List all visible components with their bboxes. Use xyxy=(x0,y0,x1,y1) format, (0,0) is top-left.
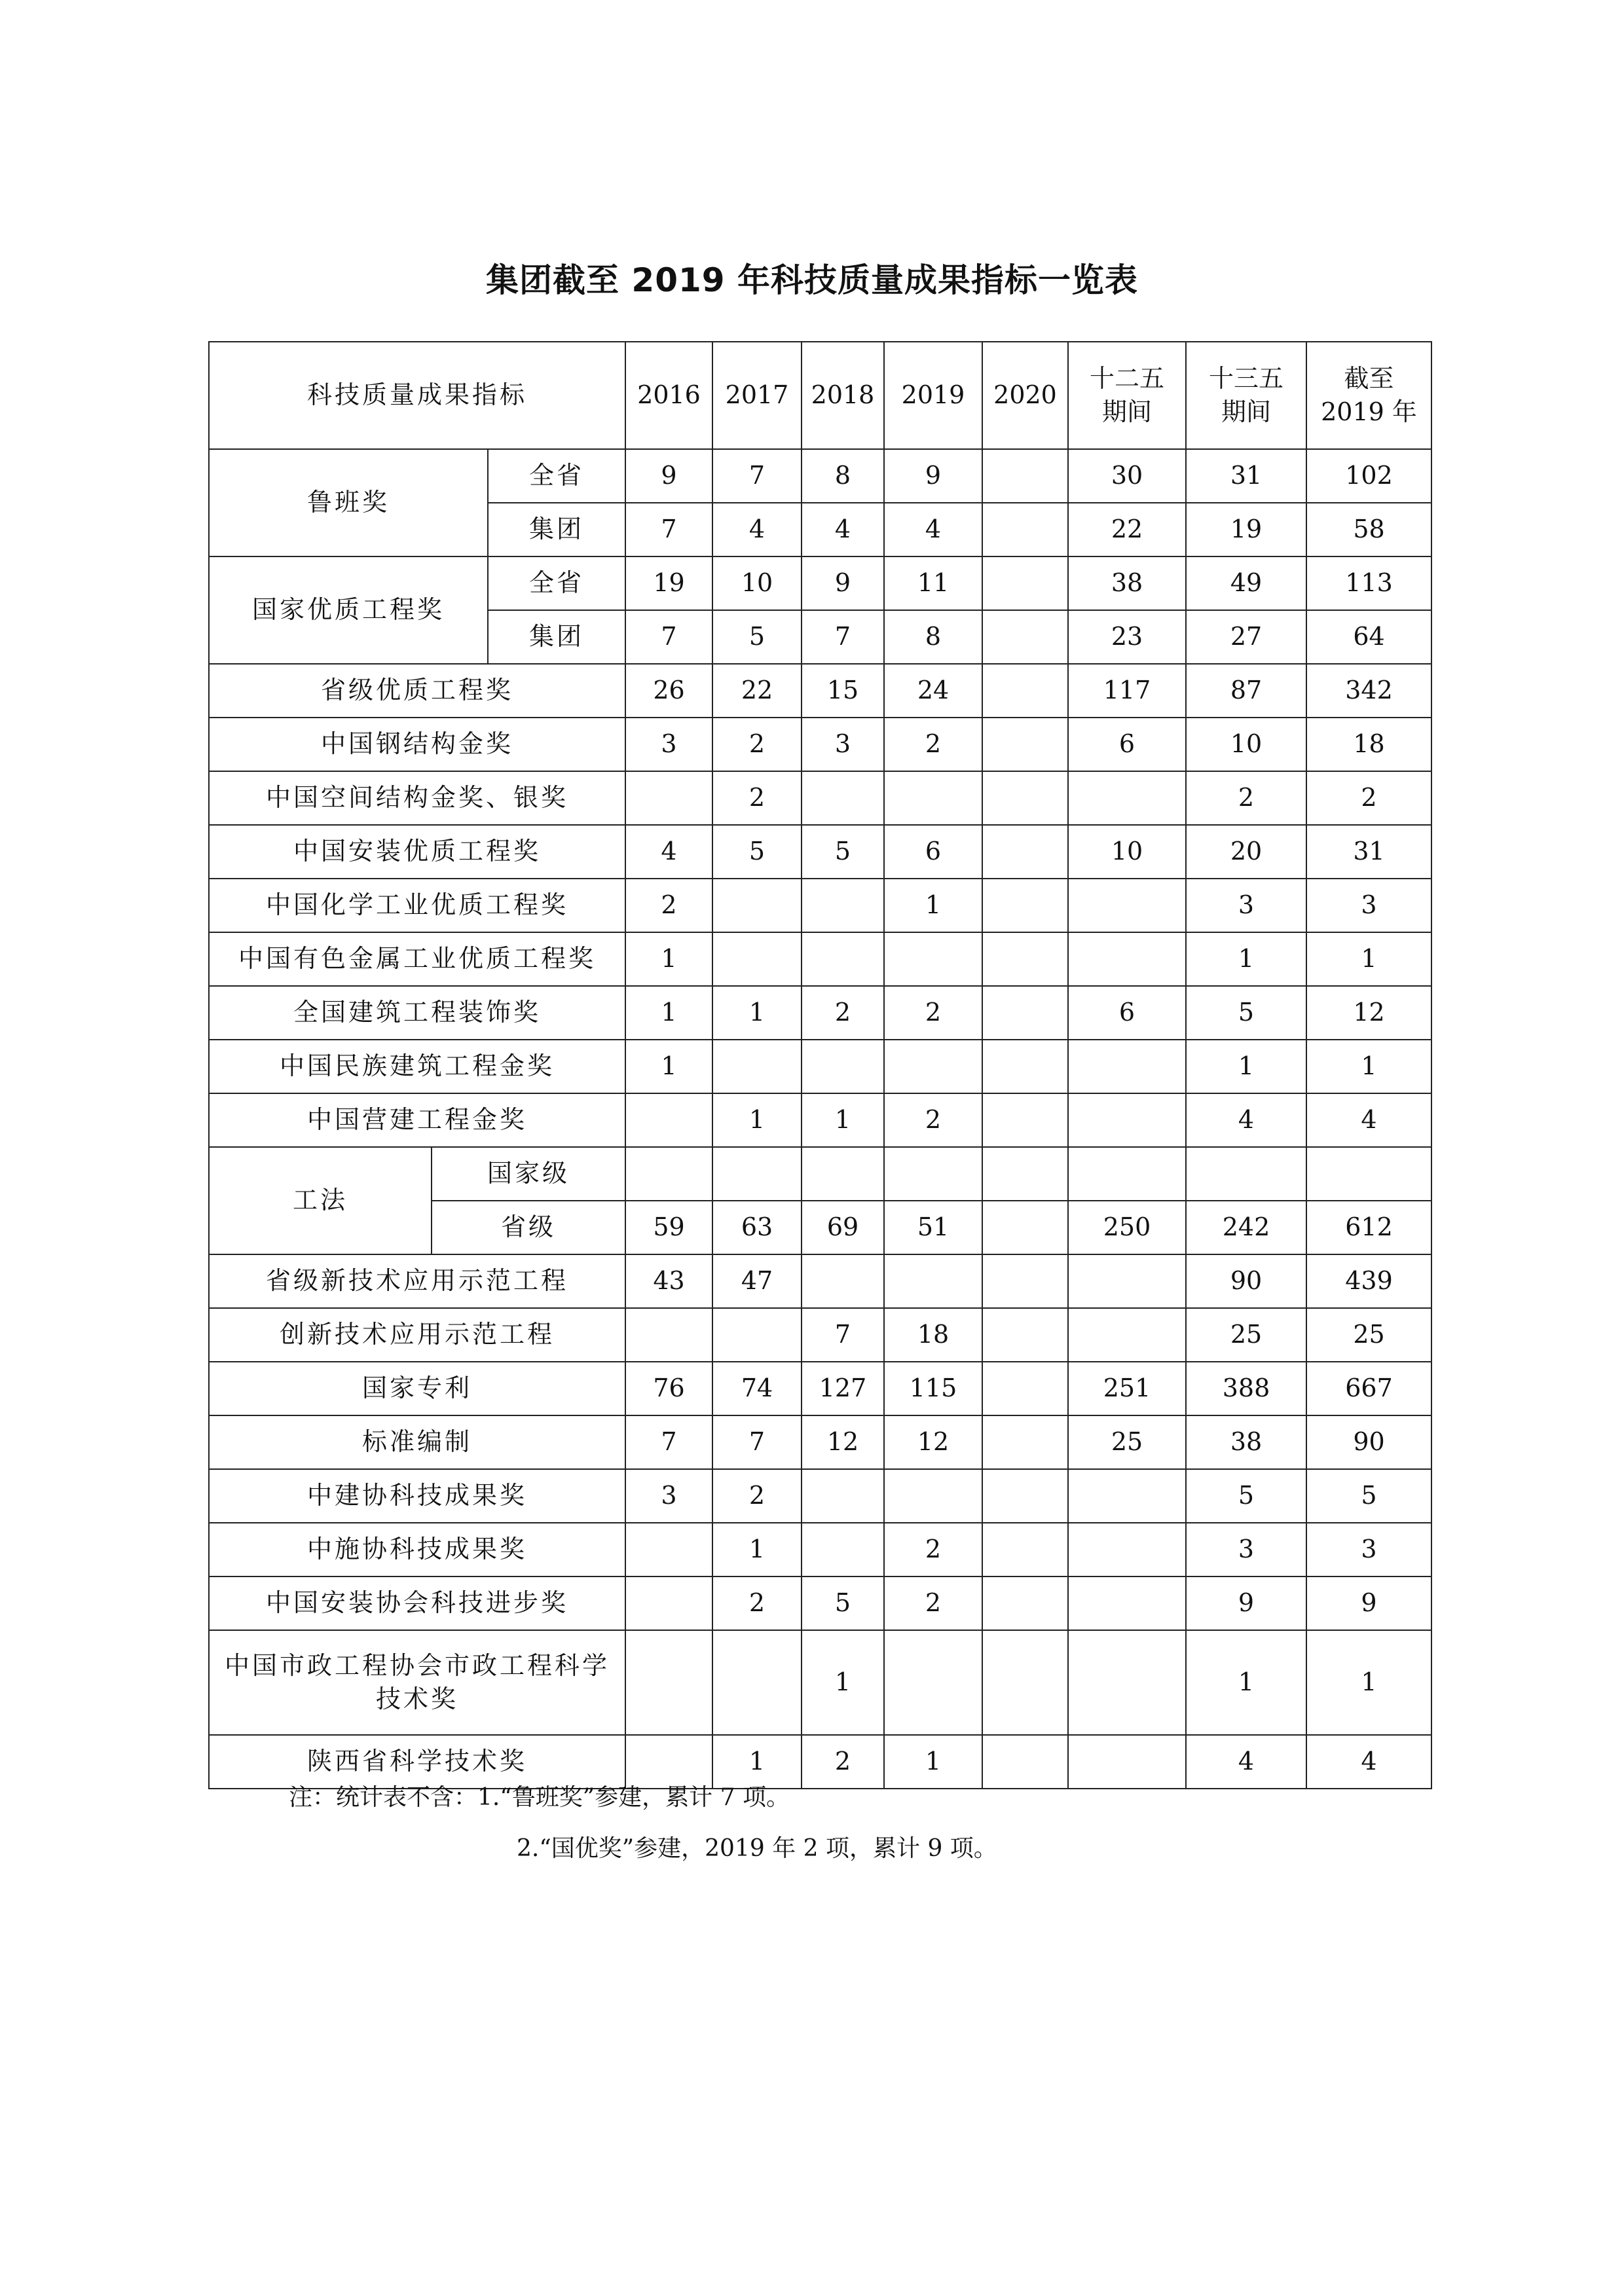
cell-2020 xyxy=(982,1308,1068,1362)
cell-cumulative: 4 xyxy=(1306,1093,1431,1147)
cell-13th-fyp: 31 xyxy=(1186,449,1306,503)
cell-13th-fyp: 10 xyxy=(1186,718,1306,771)
cell-12th-fyp xyxy=(1068,1093,1186,1147)
header-cumulative-line1: 截至 xyxy=(1344,363,1394,393)
cell-2018 xyxy=(802,1469,884,1523)
table-row xyxy=(209,771,1431,825)
header-13th-fyp xyxy=(1186,342,1306,449)
cell-2017 xyxy=(712,1040,802,1093)
cell-2016: 1 xyxy=(625,932,712,986)
row-label: 标准编制 xyxy=(209,1415,625,1469)
cell-2019: 2 xyxy=(884,1576,982,1630)
cell-12th-fyp xyxy=(1068,1576,1186,1630)
cell-2020 xyxy=(982,771,1068,825)
row-label: 中建协科技成果奖 xyxy=(209,1469,625,1523)
cell-2020 xyxy=(982,1147,1068,1201)
row-sublabel: 全省 xyxy=(488,449,625,503)
cell-2020 xyxy=(982,503,1068,556)
cell-2020 xyxy=(982,1362,1068,1415)
cell-2016: 1 xyxy=(625,1040,712,1093)
cell-2018: 5 xyxy=(802,1576,884,1630)
cell-12th-fyp: 117 xyxy=(1068,664,1186,718)
cell-2018: 2 xyxy=(802,986,884,1040)
cell-12th-fyp xyxy=(1068,1523,1186,1576)
cell-2017: 2 xyxy=(712,1469,802,1523)
cell-2019: 115 xyxy=(884,1362,982,1415)
cell-2018: 5 xyxy=(802,825,884,879)
cell-2018: 9 xyxy=(802,556,884,610)
row-label: 中国民族建筑工程金奖 xyxy=(209,1040,625,1093)
cell-13th-fyp: 4 xyxy=(1186,1735,1306,1789)
note-line-1: 注：统计表不含：1.“鲁班奖”参建，累计 7 项。 xyxy=(289,1784,790,1811)
cell-2018: 127 xyxy=(802,1362,884,1415)
cell-2020 xyxy=(982,1040,1068,1093)
cell-13th-fyp: 1 xyxy=(1186,1630,1306,1735)
cell-13th-fyp: 19 xyxy=(1186,503,1306,556)
cell-2020 xyxy=(982,664,1068,718)
cell-cumulative: 667 xyxy=(1306,1362,1431,1415)
cell-2019: 11 xyxy=(884,556,982,610)
header-cumulative xyxy=(1306,342,1431,449)
cell-12th-fyp xyxy=(1068,1308,1186,1362)
cell-2017: 74 xyxy=(712,1362,802,1415)
cell-2020 xyxy=(982,1576,1068,1630)
cell-2017: 2 xyxy=(712,771,802,825)
cell-2017: 2 xyxy=(712,1576,802,1630)
cell-2016 xyxy=(625,1147,712,1201)
row-label: 陕西省科学技术奖 xyxy=(209,1735,625,1789)
cell-13th-fyp: 27 xyxy=(1186,610,1306,664)
cell-2019: 8 xyxy=(884,610,982,664)
cell-2016: 7 xyxy=(625,503,712,556)
cell-2017: 7 xyxy=(712,449,802,503)
cell-cumulative xyxy=(1306,1147,1431,1201)
cell-2019: 51 xyxy=(884,1201,982,1254)
row-label: 省级优质工程奖 xyxy=(209,664,625,718)
indicator-table xyxy=(208,341,1432,1789)
cell-12th-fyp: 10 xyxy=(1068,825,1186,879)
cell-2020 xyxy=(982,1093,1068,1147)
cell-cumulative: 5 xyxy=(1306,1469,1431,1523)
table-row xyxy=(209,1093,1431,1147)
row-label: 国家优质工程奖 xyxy=(209,556,488,664)
cell-cumulative: 2 xyxy=(1306,771,1431,825)
cell-12th-fyp: 22 xyxy=(1068,503,1186,556)
row-label: 中国空间结构金奖、银奖 xyxy=(209,771,625,825)
cell-2016 xyxy=(625,771,712,825)
cell-cumulative: 1 xyxy=(1306,932,1431,986)
cell-12th-fyp xyxy=(1068,1147,1186,1201)
cell-2016 xyxy=(625,1093,712,1147)
cell-12th-fyp xyxy=(1068,1735,1186,1789)
cell-2017 xyxy=(712,1147,802,1201)
cell-2020 xyxy=(982,986,1068,1040)
table-row xyxy=(209,1576,1431,1630)
cell-2016: 4 xyxy=(625,825,712,879)
cell-13th-fyp: 3 xyxy=(1186,1523,1306,1576)
cell-2018: 3 xyxy=(802,718,884,771)
cell-2018 xyxy=(802,1147,884,1201)
cell-2019: 24 xyxy=(884,664,982,718)
table-row xyxy=(209,879,1431,932)
cell-cumulative: 58 xyxy=(1306,503,1431,556)
cell-2019 xyxy=(884,1254,982,1308)
table-row xyxy=(209,1523,1431,1576)
cell-2018 xyxy=(802,879,884,932)
header-2020: 2020 xyxy=(982,342,1068,449)
cell-cumulative: 90 xyxy=(1306,1415,1431,1469)
cell-2018 xyxy=(802,1523,884,1576)
cell-12th-fyp: 30 xyxy=(1068,449,1186,503)
row-label-line2: 技术奖 xyxy=(375,1685,458,1713)
cell-2016: 7 xyxy=(625,1415,712,1469)
row-label: 中国化学工业优质工程奖 xyxy=(209,879,625,932)
cell-2020 xyxy=(982,556,1068,610)
header-indicator: 科技质量成果指标 xyxy=(209,342,625,449)
cell-13th-fyp: 9 xyxy=(1186,1576,1306,1630)
cell-13th-fyp: 3 xyxy=(1186,879,1306,932)
cell-12th-fyp: 6 xyxy=(1068,718,1186,771)
cell-2019: 1 xyxy=(884,879,982,932)
table-row xyxy=(209,1362,1431,1415)
table-row xyxy=(209,932,1431,986)
cell-13th-fyp: 388 xyxy=(1186,1362,1306,1415)
cell-13th-fyp: 5 xyxy=(1186,986,1306,1040)
cell-2017 xyxy=(712,879,802,932)
cell-2019: 2 xyxy=(884,1093,982,1147)
cell-2019 xyxy=(884,932,982,986)
row-label: 中国有色金属工业优质工程奖 xyxy=(209,932,625,986)
row-label-line1: 中国市政工程协会市政工程科学 xyxy=(224,1650,610,1680)
row-label: 省级新技术应用示范工程 xyxy=(209,1254,625,1308)
header-2017: 2017 xyxy=(712,342,802,449)
cell-2018: 7 xyxy=(802,1308,884,1362)
cell-13th-fyp: 242 xyxy=(1186,1201,1306,1254)
cell-2016: 19 xyxy=(625,556,712,610)
cell-13th-fyp: 4 xyxy=(1186,1093,1306,1147)
cell-2020 xyxy=(982,449,1068,503)
header-13th-fyp-line2: 期间 xyxy=(1221,397,1271,426)
cell-13th-fyp: 1 xyxy=(1186,932,1306,986)
cell-cumulative: 439 xyxy=(1306,1254,1431,1308)
cell-12th-fyp xyxy=(1068,879,1186,932)
cell-cumulative: 113 xyxy=(1306,556,1431,610)
row-sublabel: 全省 xyxy=(488,556,625,610)
table-row-municipal xyxy=(209,1630,1431,1735)
cell-2018 xyxy=(802,771,884,825)
cell-2019 xyxy=(884,771,982,825)
cell-13th-fyp: 20 xyxy=(1186,825,1306,879)
table-row xyxy=(209,1040,1431,1093)
cell-13th-fyp: 5 xyxy=(1186,1469,1306,1523)
table-row xyxy=(209,1469,1431,1523)
cell-2019: 9 xyxy=(884,449,982,503)
cell-12th-fyp: 251 xyxy=(1068,1362,1186,1415)
table-row-method-national xyxy=(209,1147,1431,1201)
row-label: 中国钢结构金奖 xyxy=(209,718,625,771)
cell-2016: 2 xyxy=(625,879,712,932)
header-2016: 2016 xyxy=(625,342,712,449)
cell-2020 xyxy=(982,1469,1068,1523)
cell-2016: 7 xyxy=(625,610,712,664)
cell-2016 xyxy=(625,1308,712,1362)
cell-2016: 76 xyxy=(625,1362,712,1415)
row-label: 国家专利 xyxy=(209,1362,625,1415)
cell-13th-fyp: 25 xyxy=(1186,1308,1306,1362)
document-title: 集团截至 2019 年科技质量成果指标一览表 xyxy=(486,261,1138,299)
cell-12th-fyp: 38 xyxy=(1068,556,1186,610)
cell-13th-fyp: 87 xyxy=(1186,664,1306,718)
cell-12th-fyp: 25 xyxy=(1068,1415,1186,1469)
cell-cumulative: 12 xyxy=(1306,986,1431,1040)
cell-2020 xyxy=(982,1523,1068,1576)
table-row xyxy=(209,825,1431,879)
row-label: 中国营建工程金奖 xyxy=(209,1093,625,1147)
cell-2020 xyxy=(982,879,1068,932)
row-label: 创新技术应用示范工程 xyxy=(209,1308,625,1362)
cell-2019: 2 xyxy=(884,1523,982,1576)
cell-2017: 5 xyxy=(712,825,802,879)
header-2019: 2019 xyxy=(884,342,982,449)
cell-2017: 10 xyxy=(712,556,802,610)
cell-2019: 2 xyxy=(884,986,982,1040)
cell-cumulative: 342 xyxy=(1306,664,1431,718)
cell-2018: 12 xyxy=(802,1415,884,1469)
cell-12th-fyp xyxy=(1068,771,1186,825)
cell-cumulative: 9 xyxy=(1306,1576,1431,1630)
cell-2017: 7 xyxy=(712,1415,802,1469)
cell-2019: 12 xyxy=(884,1415,982,1469)
cell-2016 xyxy=(625,1576,712,1630)
cell-2020 xyxy=(982,718,1068,771)
table-row xyxy=(209,1254,1431,1308)
cell-2020 xyxy=(982,932,1068,986)
cell-2019: 4 xyxy=(884,503,982,556)
row-label: 中施协科技成果奖 xyxy=(209,1523,625,1576)
cell-13th-fyp xyxy=(1186,1147,1306,1201)
cell-cumulative: 18 xyxy=(1306,718,1431,771)
cell-2016: 1 xyxy=(625,986,712,1040)
table-row-national-quality-province xyxy=(209,556,1431,610)
cell-2016: 26 xyxy=(625,664,712,718)
table-row xyxy=(209,664,1431,718)
cell-2016: 9 xyxy=(625,449,712,503)
cell-2020 xyxy=(982,1254,1068,1308)
cell-2017: 1 xyxy=(712,1523,802,1576)
cell-12th-fyp xyxy=(1068,932,1186,986)
cell-2018: 4 xyxy=(802,503,884,556)
cell-cumulative: 102 xyxy=(1306,449,1431,503)
cell-2020 xyxy=(982,825,1068,879)
cell-2019 xyxy=(884,1630,982,1735)
cell-2017: 4 xyxy=(712,503,802,556)
cell-2016 xyxy=(625,1523,712,1576)
cell-12th-fyp: 23 xyxy=(1068,610,1186,664)
row-sublabel: 省级 xyxy=(432,1201,625,1254)
cell-13th-fyp: 49 xyxy=(1186,556,1306,610)
row-sublabel: 国家级 xyxy=(432,1147,625,1201)
cell-cumulative: 1 xyxy=(1306,1630,1431,1735)
cell-cumulative: 64 xyxy=(1306,610,1431,664)
row-label: 工法 xyxy=(209,1147,432,1254)
table-row-luban-province xyxy=(209,449,1431,503)
cell-2016: 3 xyxy=(625,718,712,771)
cell-2017 xyxy=(712,1630,802,1735)
table-row xyxy=(209,1415,1431,1469)
cell-cumulative: 3 xyxy=(1306,879,1431,932)
cell-13th-fyp: 38 xyxy=(1186,1415,1306,1469)
cell-cumulative: 3 xyxy=(1306,1523,1431,1576)
cell-2017: 47 xyxy=(712,1254,802,1308)
cell-2020 xyxy=(982,1735,1068,1789)
cell-12th-fyp xyxy=(1068,1630,1186,1735)
row-sublabel: 集团 xyxy=(488,610,625,664)
row-label: 全国建筑工程装饰奖 xyxy=(209,986,625,1040)
cell-2017: 1 xyxy=(712,1093,802,1147)
cell-2019 xyxy=(884,1469,982,1523)
cell-2019 xyxy=(884,1040,982,1093)
cell-2016: 43 xyxy=(625,1254,712,1308)
cell-cumulative: 4 xyxy=(1306,1735,1431,1789)
row-label: 鲁班奖 xyxy=(209,449,488,556)
cell-2018: 2 xyxy=(802,1735,884,1789)
cell-12th-fyp xyxy=(1068,1040,1186,1093)
cell-2018: 8 xyxy=(802,449,884,503)
cell-2018: 1 xyxy=(802,1630,884,1735)
header-row xyxy=(209,342,1431,449)
header-12th-fyp-line2: 期间 xyxy=(1101,397,1152,426)
table-row xyxy=(209,1308,1431,1362)
cell-2017: 22 xyxy=(712,664,802,718)
cell-2019 xyxy=(884,1147,982,1201)
cell-2018 xyxy=(802,1040,884,1093)
header-13th-fyp-line1: 十三五 xyxy=(1208,363,1283,393)
cell-2019: 6 xyxy=(884,825,982,879)
cell-2017: 2 xyxy=(712,718,802,771)
cell-12th-fyp xyxy=(1068,1254,1186,1308)
cell-2019: 1 xyxy=(884,1735,982,1789)
row-label: 中国安装优质工程奖 xyxy=(209,825,625,879)
row-sublabel: 集团 xyxy=(488,503,625,556)
cell-2016 xyxy=(625,1630,712,1735)
cell-cumulative: 612 xyxy=(1306,1201,1431,1254)
cell-2017: 1 xyxy=(712,986,802,1040)
note-line-2: 2.“国优奖”参建，2019 年 2 项，累计 9 项。 xyxy=(517,1835,997,1862)
cell-2017: 1 xyxy=(712,1735,802,1789)
cell-2020 xyxy=(982,1630,1068,1735)
cell-13th-fyp: 1 xyxy=(1186,1040,1306,1093)
cell-cumulative: 31 xyxy=(1306,825,1431,879)
cell-2018 xyxy=(802,1254,884,1308)
row-label xyxy=(209,1630,625,1735)
cell-2018 xyxy=(802,932,884,986)
header-12th-fyp-line1: 十二五 xyxy=(1089,363,1164,393)
cell-2019: 2 xyxy=(884,718,982,771)
cell-cumulative: 1 xyxy=(1306,1040,1431,1093)
cell-2016: 3 xyxy=(625,1469,712,1523)
row-label: 中国安装协会科技进步奖 xyxy=(209,1576,625,1630)
cell-2019: 18 xyxy=(884,1308,982,1362)
cell-2017 xyxy=(712,1308,802,1362)
cell-2017 xyxy=(712,932,802,986)
header-cumulative-line2: 2019 年 xyxy=(1321,397,1417,426)
cell-2017: 5 xyxy=(712,610,802,664)
cell-13th-fyp: 2 xyxy=(1186,771,1306,825)
cell-2018: 69 xyxy=(802,1201,884,1254)
cell-2016: 59 xyxy=(625,1201,712,1254)
table-row xyxy=(209,718,1431,771)
cell-2018: 7 xyxy=(802,610,884,664)
header-2018: 2018 xyxy=(802,342,884,449)
cell-12th-fyp: 6 xyxy=(1068,986,1186,1040)
cell-13th-fyp: 90 xyxy=(1186,1254,1306,1308)
cell-2017: 63 xyxy=(712,1201,802,1254)
header-12th-fyp xyxy=(1068,342,1186,449)
table-row xyxy=(209,986,1431,1040)
cell-2020 xyxy=(982,610,1068,664)
cell-2018: 15 xyxy=(802,664,884,718)
cell-2018: 1 xyxy=(802,1093,884,1147)
cell-12th-fyp xyxy=(1068,1469,1186,1523)
cell-2020 xyxy=(982,1201,1068,1254)
cell-12th-fyp: 250 xyxy=(1068,1201,1186,1254)
cell-cumulative: 25 xyxy=(1306,1308,1431,1362)
cell-2020 xyxy=(982,1415,1068,1469)
